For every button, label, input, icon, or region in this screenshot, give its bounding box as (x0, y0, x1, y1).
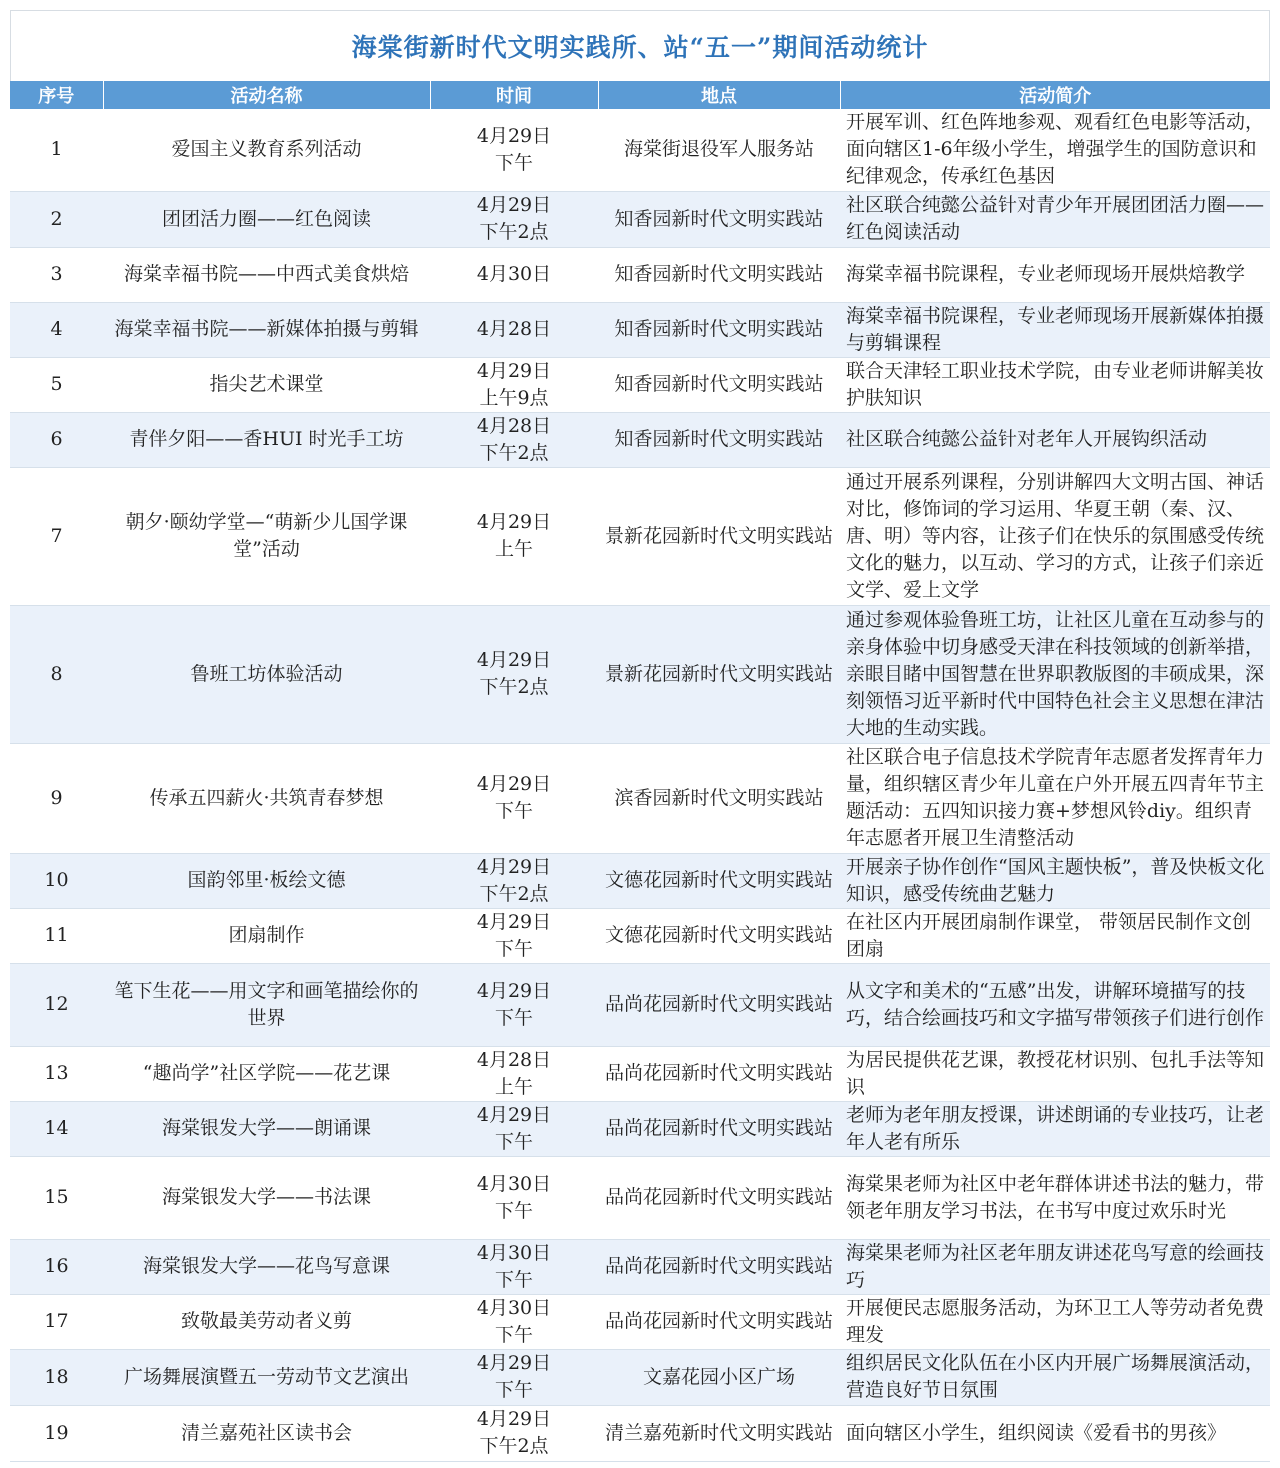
activity-time (430, 109, 598, 191)
activity-desc: 开展军训、红色阵地参观、观看红色电影等活动，面向辖区1-6年级小学生，增强学生的国防意识和纪律观念，传承红色基因 (840, 109, 1270, 191)
activity-time (430, 1101, 598, 1156)
activity-place: 文嘉花园小区广场 (598, 1349, 840, 1405)
activity-name: 团团活力圈——红色阅读 (103, 191, 430, 247)
activity-name: 致敬最美劳动者义剪 (103, 1294, 430, 1349)
table-row (10, 1239, 1270, 1294)
activity-period: 下午 (494, 1379, 533, 1401)
page-title: 海棠街新时代文明实践所、站“五一”期间活动统计 (10, 10, 1270, 81)
activity-name: 团扇制作 (103, 908, 430, 963)
table-row (10, 1101, 1270, 1156)
activity-date: 4月29日 (476, 511, 552, 533)
activity-time (430, 1349, 598, 1405)
activity-place: 品尚花园新时代文明实践站 (598, 1156, 840, 1239)
activity-desc: 老师为老年朋友授课，讲述朗诵的专业技巧，让老年人老有所乐 (840, 1101, 1270, 1156)
table-row (10, 302, 1270, 357)
table-row (10, 357, 1270, 412)
activity-date: 4月29日 (476, 359, 552, 382)
row-number: 8 (10, 605, 103, 743)
activity-period: 下午 (494, 1199, 533, 1222)
activity-place: 品尚花园新时代文明实践站 (598, 1101, 840, 1156)
row-number: 6 (10, 412, 103, 467)
activity-time (430, 1046, 598, 1101)
activity-date: 4月30日 (476, 1296, 552, 1319)
activity-place: 文德花园新时代文明实践站 (598, 853, 840, 908)
row-number: 19 (10, 1405, 103, 1461)
activity-place: 品尚花园新时代文明实践站 (598, 963, 840, 1046)
activity-time (430, 1294, 598, 1349)
activity-desc: 社区联合纯懿公益针对老年人开展钩织活动 (840, 412, 1270, 467)
activity-date: 4月28日 (476, 1048, 552, 1071)
activity-place: 知香园新时代文明实践站 (598, 247, 840, 302)
activity-period: 上午9点 (479, 386, 549, 409)
activity-date: 4月29日 (476, 855, 552, 878)
activity-place: 知香园新时代文明实践站 (598, 302, 840, 357)
row-number: 16 (10, 1239, 103, 1294)
row-number: 13 (10, 1046, 103, 1101)
row-number: 4 (10, 302, 103, 357)
activity-time (430, 743, 598, 853)
table-row (10, 1349, 1270, 1405)
row-number: 7 (10, 467, 103, 605)
activity-place: 知香园新时代文明实践站 (598, 191, 840, 247)
table-row (10, 1294, 1270, 1349)
activity-date: 4月29日 (476, 1352, 552, 1374)
activity-name: 指尖艺术课堂 (103, 357, 430, 412)
activity-sheet (10, 10, 1270, 1462)
activity-place: 景新花园新时代文明实践站 (598, 467, 840, 605)
activity-time (430, 853, 598, 908)
activity-time (430, 1239, 598, 1294)
activity-time (430, 963, 598, 1046)
activity-desc: 社区联合电子信息技术学院青年志愿者发挥青年力量，组织辖区青少年儿童在户外开展五四青年节主题活动：五四知识接力赛+梦想风铃diy。组织青年志愿者开展卫生清整活动 (840, 743, 1270, 853)
activity-date: 4月29日 (476, 124, 552, 147)
activity-time (430, 357, 598, 412)
activity-period: 下午 (494, 937, 533, 960)
activity-period: 下午 (494, 1268, 533, 1291)
activity-period: 下午2点 (479, 1435, 549, 1457)
activity-period: 下午2点 (479, 441, 549, 464)
header-no: 序号 (10, 81, 103, 109)
activity-name: 朝夕·颐幼学堂—“萌新少儿国学课堂”活动 (103, 467, 430, 605)
table-row (10, 467, 1270, 605)
activity-time (430, 191, 598, 247)
row-number: 15 (10, 1156, 103, 1239)
activity-desc: 在社区内开展团扇制作课堂， 带领居民制作文创团扇 (840, 908, 1270, 963)
activity-name: 清兰嘉苑社区读书会 (103, 1405, 430, 1461)
activity-place: 品尚花园新时代文明实践站 (598, 1046, 840, 1101)
activity-place: 知香园新时代文明实践站 (598, 357, 840, 412)
activity-name: 海棠幸福书院——中西式美食烘焙 (103, 247, 430, 302)
activity-time (430, 467, 598, 605)
row-number: 9 (10, 743, 103, 853)
activity-period: 下午 (494, 151, 533, 174)
row-number: 17 (10, 1294, 103, 1349)
activity-desc: 海棠果老师为社区老年朋友讲述花鸟写意的绘画技巧 (840, 1239, 1270, 1294)
activity-time (430, 1405, 598, 1461)
table-row (10, 191, 1270, 247)
row-number: 2 (10, 191, 103, 247)
activity-date: 4月28日 (476, 318, 552, 340)
activity-date: 4月29日 (476, 910, 552, 933)
activity-name: 海棠银发大学——书法课 (103, 1156, 430, 1239)
activity-table (10, 81, 1270, 1462)
activity-date: 4月29日 (476, 979, 552, 1002)
table-row (10, 743, 1270, 853)
row-number: 11 (10, 908, 103, 963)
activity-date: 4月30日 (476, 263, 552, 285)
activity-time (430, 605, 598, 743)
row-number: 1 (10, 109, 103, 191)
table-row (10, 605, 1270, 743)
header-desc: 活动简介 (840, 81, 1270, 109)
activity-date: 4月29日 (476, 649, 552, 671)
table-row (10, 1405, 1270, 1461)
activity-place: 清兰嘉苑新时代文明实践站 (598, 1405, 840, 1461)
activity-time (430, 247, 598, 302)
activity-name: 笔下生花——用文字和画笔描绘你的世界 (103, 963, 430, 1046)
activity-name: 海棠银发大学——花鸟写意课 (103, 1239, 430, 1294)
activity-place: 海棠街退役军人服务站 (598, 109, 840, 191)
activity-date: 4月28日 (476, 414, 552, 437)
table-row (10, 1046, 1270, 1101)
header-row (10, 81, 1270, 109)
activity-date: 4月29日 (476, 773, 552, 795)
header-time: 时间 (430, 81, 598, 109)
activity-name: 广场舞展演暨五一劳动节文艺演出 (103, 1349, 430, 1405)
table-row (10, 412, 1270, 467)
activity-desc: 海棠幸福书院课程，专业老师现场开展新媒体拍摄与剪辑课程 (840, 302, 1270, 357)
activity-date: 4月29日 (476, 194, 552, 216)
activity-place: 品尚花园新时代文明实践站 (598, 1239, 840, 1294)
activity-desc: 面向辖区小学生，组织阅读《爱看书的男孩》 (840, 1405, 1270, 1461)
row-number: 18 (10, 1349, 103, 1405)
row-number: 10 (10, 853, 103, 908)
activity-period: 上午 (494, 538, 533, 560)
activity-desc: 通过开展系列课程，分别讲解四大文明古国、神话对比，修饰词的学习运用、华夏王朝（秦、汉、唐、明）等内容，让孩子们在快乐的氛围感受传统文化的魅力，以互动、学习的方式，让孩子们亲近文学、爱上文学 (840, 467, 1270, 605)
activity-period: 下午2点 (479, 221, 549, 243)
activity-place: 品尚花园新时代文明实践站 (598, 1294, 840, 1349)
activity-period: 上午 (494, 1075, 533, 1098)
activity-place: 景新花园新时代文明实践站 (598, 605, 840, 743)
table-row (10, 109, 1270, 191)
activity-period: 下午 (494, 1130, 533, 1153)
activity-place: 文德花园新时代文明实践站 (598, 908, 840, 963)
activity-name: 海棠幸福书院——新媒体拍摄与剪辑 (103, 302, 430, 357)
activity-date: 4月29日 (476, 1103, 552, 1126)
activity-desc: 为居民提供花艺课，教授花材识别、包扎手法等知识 (840, 1046, 1270, 1101)
row-number: 3 (10, 247, 103, 302)
activity-desc: 从文字和美术的“五感”出发，讲解环境描写的技巧，结合绘画技巧和文字描写带领孩子们进行创作 (840, 963, 1270, 1046)
activity-name: 国韵邻里·板绘文德 (103, 853, 430, 908)
activity-name: 传承五四薪火·共筑青春梦想 (103, 743, 430, 853)
activity-name: 青伴夕阳——香HUI 时光手工坊 (103, 412, 430, 467)
row-number: 5 (10, 357, 103, 412)
activity-period: 下午 (494, 1006, 533, 1029)
activity-date: 4月30日 (476, 1241, 552, 1264)
activity-name: 鲁班工坊体验活动 (103, 605, 430, 743)
header-name: 活动名称 (103, 81, 430, 109)
activity-period: 下午2点 (479, 882, 549, 905)
activity-desc: 通过参观体验鲁班工坊，让社区儿童在互动参与的亲身体验中切身感受天津在科技领域的创新举措，亲眼目睹中国智慧在世界职教版图的丰硕成果，深刻领悟习近平新时代中国特色社会主义思想在津沽大地的生动实践。 (840, 605, 1270, 743)
activity-period: 下午 (494, 800, 533, 822)
activity-desc: 开展亲子协作创作“国风主题快板”，普及快板文化知识，感受传统曲艺魅力 (840, 853, 1270, 908)
row-number: 14 (10, 1101, 103, 1156)
activity-name: 爱国主义教育系列活动 (103, 109, 430, 191)
activity-time (430, 1156, 598, 1239)
activity-desc: 海棠幸福书院课程，专业老师现场开展烘焙教学 (840, 247, 1270, 302)
activity-desc: 组织居民文化队伍在小区内开展广场舞展演活动，营造良好节日氛围 (840, 1349, 1270, 1405)
header-place: 地点 (598, 81, 840, 109)
activity-period: 下午 (494, 1323, 533, 1346)
activity-place: 滨香园新时代文明实践站 (598, 743, 840, 853)
activity-period: 下午2点 (479, 676, 549, 698)
table-row (10, 247, 1270, 302)
activity-name: “趣尚学”社区学院——花艺课 (103, 1046, 430, 1101)
activity-desc: 海棠果老师为社区中老年群体讲述书法的魅力，带领老年朋友学习书法，在书写中度过欢乐时光 (840, 1156, 1270, 1239)
activity-time (430, 302, 598, 357)
activity-name: 海棠银发大学——朗诵课 (103, 1101, 430, 1156)
table-row (10, 963, 1270, 1046)
activity-desc: 社区联合纯懿公益针对青少年开展团团活力圈——红色阅读活动 (840, 191, 1270, 247)
activity-time (430, 908, 598, 963)
activity-date: 4月29日 (476, 1408, 552, 1430)
row-number: 12 (10, 963, 103, 1046)
activity-desc: 开展便民志愿服务活动，为环卫工人等劳动者免费理发 (840, 1294, 1270, 1349)
activity-place: 知香园新时代文明实践站 (598, 412, 840, 467)
activity-time (430, 412, 598, 467)
table-row (10, 908, 1270, 963)
activity-date: 4月30日 (476, 1172, 552, 1195)
activity-desc: 联合天津轻工职业技术学院，由专业老师讲解美妆护肤知识 (840, 357, 1270, 412)
table-row (10, 853, 1270, 908)
table-row (10, 1156, 1270, 1239)
